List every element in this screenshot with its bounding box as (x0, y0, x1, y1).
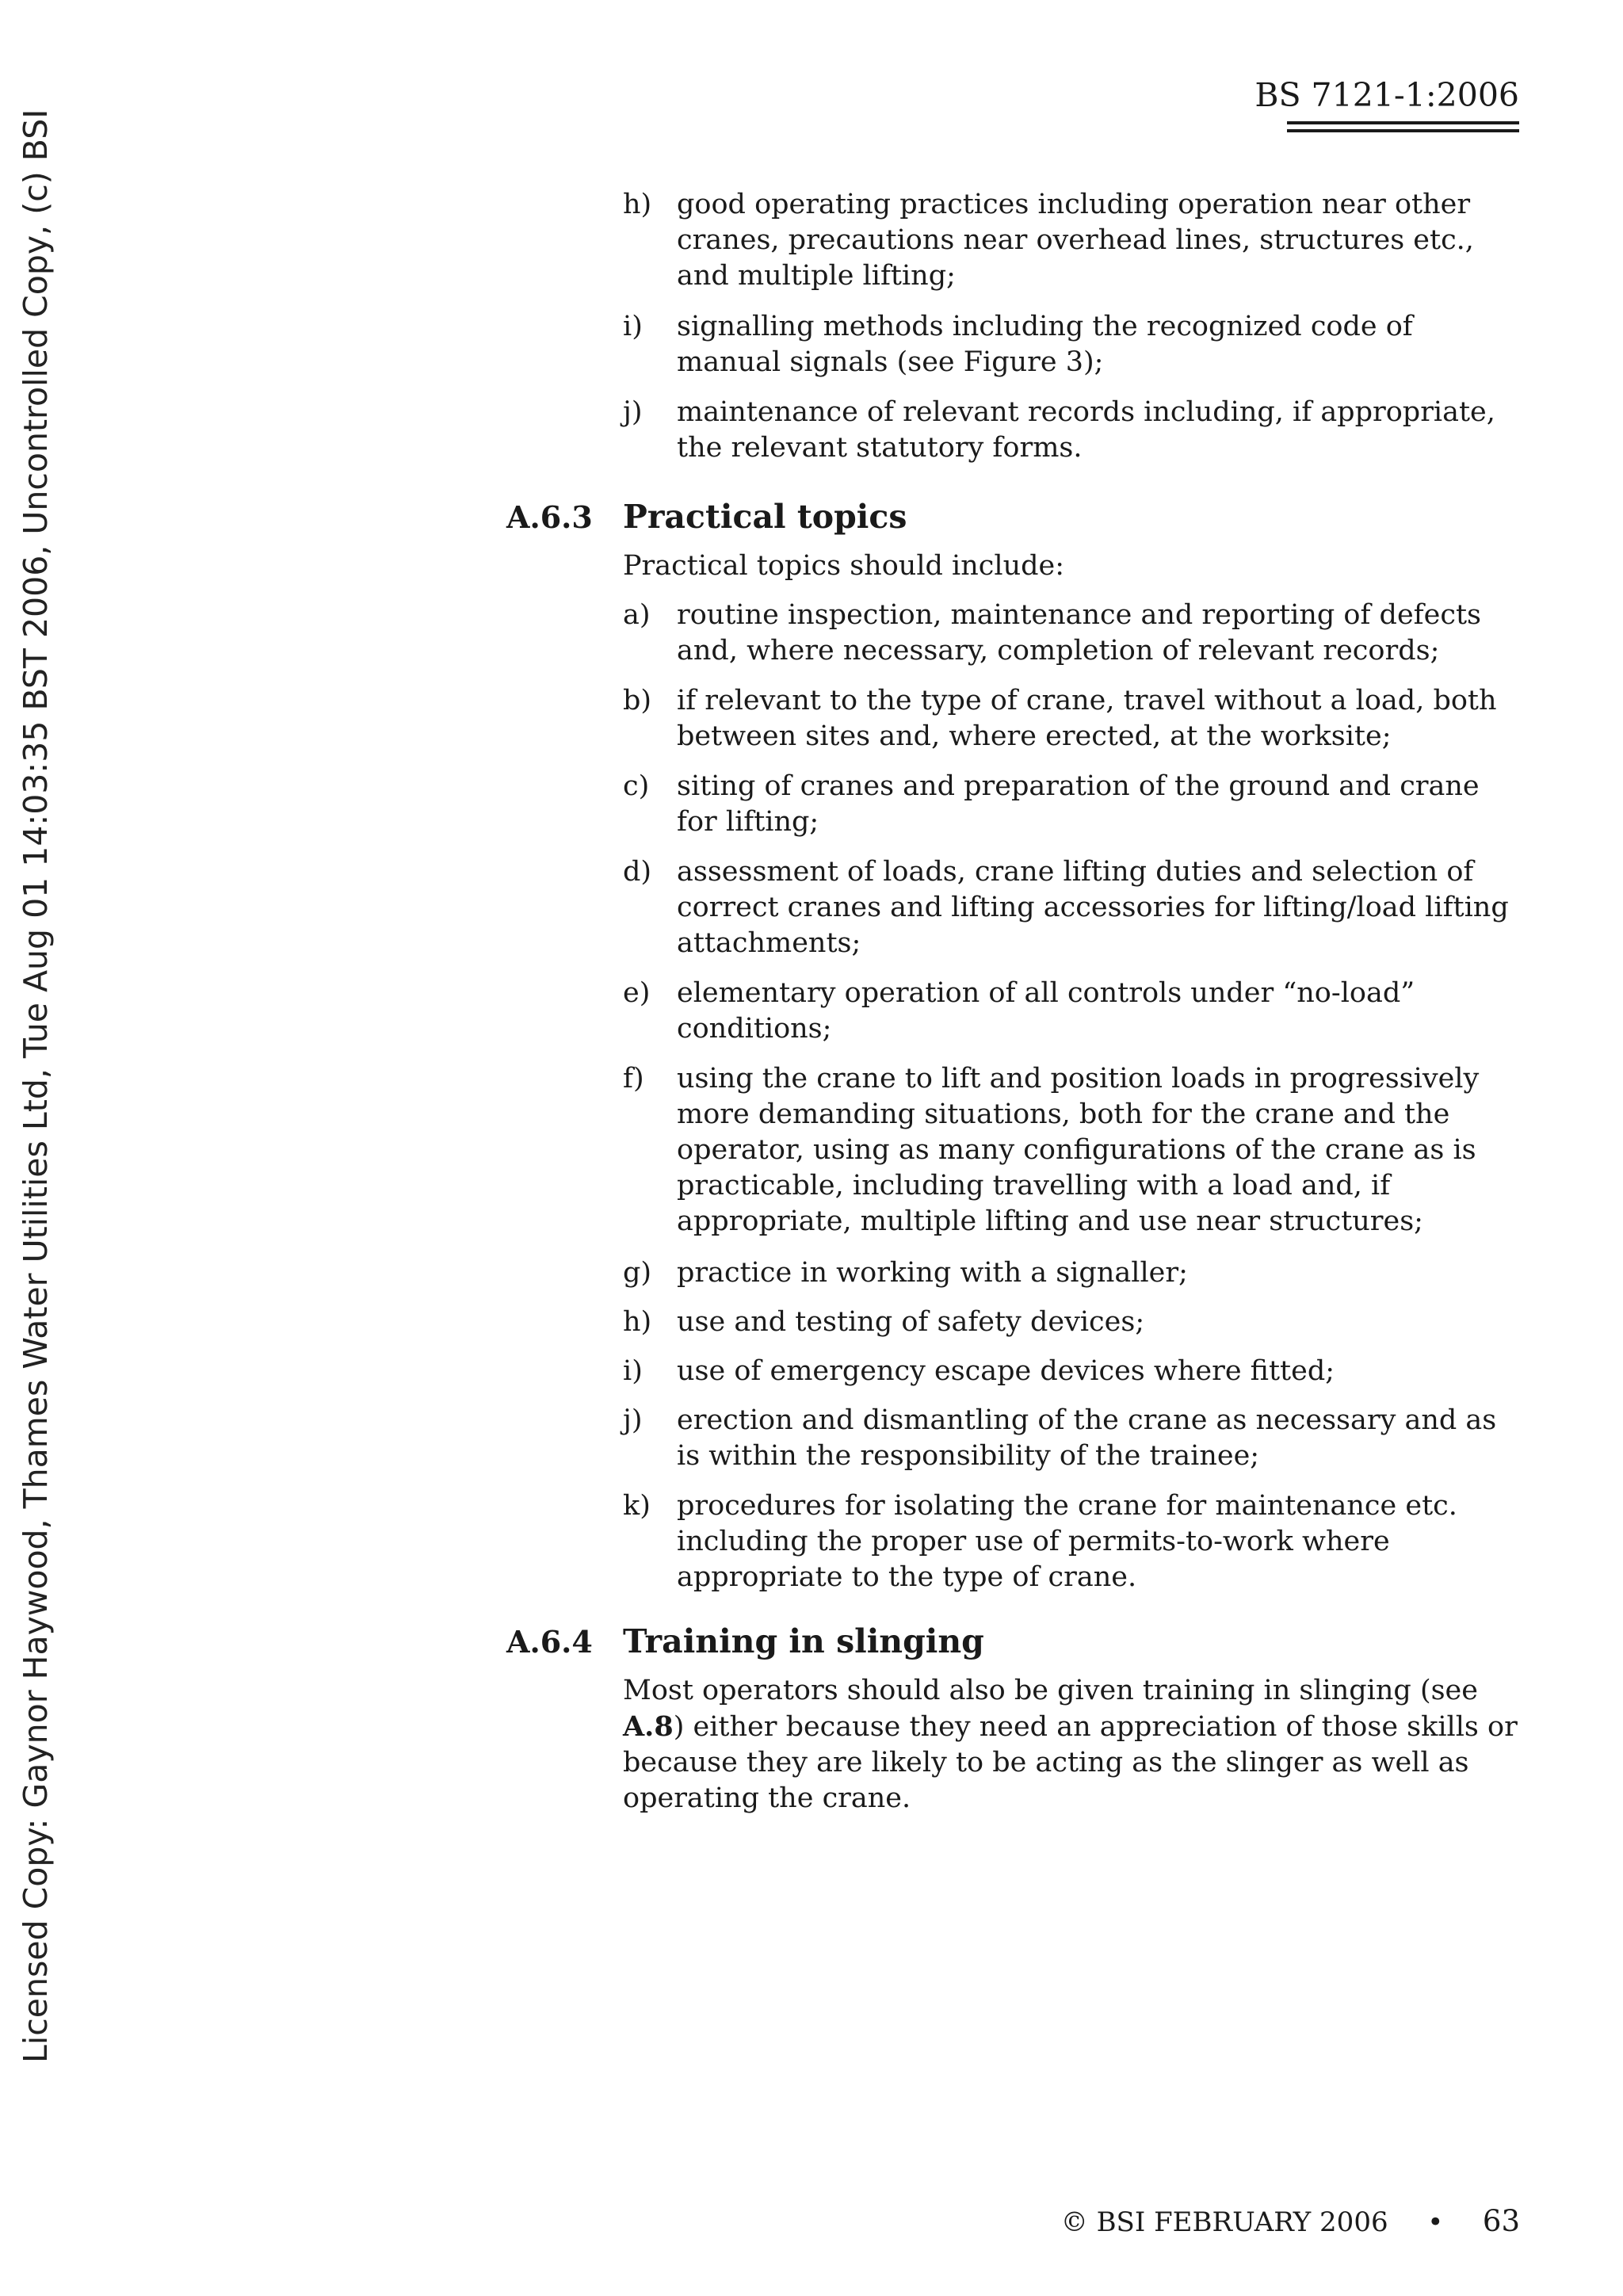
section-number-a64: A.6.4 (506, 1624, 593, 1660)
paragraph-text-end: ) either because they need an appreciation of those skills or because they are likely to be acting as the slinger as well as operating the crane. (623, 1711, 1518, 1814)
document-id: BS 7121-1:2006 (1254, 76, 1519, 114)
list-item-text: procedures for isolating the crane for maintenance etc. including the proper use of permits-to-work where appropriate to the type of crane. (677, 1490, 1457, 1593)
list-item-label: i) (623, 1355, 643, 1387)
list-item-text: signalling methods including the recognized code of manual signals (see Figure 3); (677, 311, 1413, 378)
list-item-label: k) (623, 1490, 651, 1522)
list-item (623, 1061, 1522, 1240)
list-item-text: use of emergency escape devices where fitted; (677, 1355, 1335, 1387)
list-item-label: j) (623, 1404, 643, 1436)
footer-bullet: • (1427, 2206, 1444, 2238)
list-item-text: use and testing of safety devices; (677, 1306, 1145, 1338)
list-item (623, 1255, 1522, 1291)
page-number: 63 (1482, 2204, 1520, 2238)
list-item-text: siting of cranes and preparation of the ground and crane for lifting; (677, 770, 1480, 838)
list-item (623, 187, 1522, 294)
list-item-text: if relevant to the type of crane, travel without a load, both between sites and, where erected, at the worksite; (677, 685, 1497, 752)
list-item-label: c) (623, 770, 650, 802)
list-item-text: assessment of loads, crane lifting duties and selection of correct cranes and lifting accessories for lifting/load lifting attachments; (677, 856, 1509, 959)
list-item-label: a) (623, 599, 651, 631)
list-item (623, 1305, 1522, 1340)
section-paragraph (623, 1673, 1526, 1817)
list-item-label: h) (623, 189, 652, 220)
section-intro: Practical topics should include: (623, 550, 1065, 582)
list-item (623, 598, 1522, 669)
licensed-copy-watermark: Licensed Copy: Gaynor Haywood, Thames Water Utilities Ltd, Tue Aug 01 14:03:35 BST 2006, Uncontrolled Copy, (c) BSI (17, 109, 55, 2063)
list-item-text: routine inspection, maintenance and reporting of defects and, where necessary, completion of relevant records; (677, 599, 1481, 667)
section-number-a63: A.6.3 (506, 499, 593, 535)
paragraph-text-start: Most operators should also be given training in slinging (see (623, 1675, 1478, 1706)
list-item-label: g) (623, 1257, 652, 1289)
section-title-training-in-slinging: Training in slinging (623, 1622, 984, 1660)
list-item (623, 769, 1522, 840)
list-item (623, 976, 1522, 1047)
list-item-label: d) (623, 856, 652, 888)
list-item (623, 683, 1522, 755)
list-item (623, 309, 1522, 380)
list-item-label: f) (623, 1063, 644, 1095)
list-item-text: good operating practices including operation near other cranes, precautions near overhead lines, structures etc., and multiple lifting; (677, 189, 1474, 292)
list-item-text: maintenance of relevant records including, if appropriate, the relevant statutory forms. (677, 396, 1495, 464)
list-item (623, 395, 1522, 466)
list-item-text: using the crane to lift and position loads in progressively more demanding situations, both for the crane and the operator, using as many configurations of the crane as is practicable, including travelling with a load and, if appropriate, multiple lifting and use near structures; (677, 1063, 1480, 1237)
list-item-label: h) (623, 1306, 652, 1338)
section-title-practical-topics: Practical topics (623, 498, 907, 536)
list-item-label: j) (623, 396, 643, 428)
cross-reference: A.8 (623, 1710, 674, 1743)
list-item-text: practice in working with a signaller; (677, 1257, 1188, 1289)
list-item-text: erection and dismantling of the crane as necessary and as is within the responsibility of the trainee; (677, 1404, 1497, 1472)
page-footer (1061, 2203, 1520, 2241)
list-item-text: elementary operation of all controls under “no-load” conditions; (677, 977, 1415, 1045)
list-item-label: i) (623, 311, 643, 342)
list-item (623, 1488, 1522, 1595)
list-item (623, 1354, 1522, 1389)
copyright-notice: © BSI FEBRUARY 2006 (1060, 2206, 1388, 2238)
header-rule-top (1287, 121, 1519, 124)
list-item (623, 854, 1522, 961)
list-item (623, 1403, 1522, 1474)
header-rule-bottom (1287, 129, 1519, 132)
list-item-label: e) (623, 977, 651, 1009)
list-item-label: b) (623, 685, 652, 716)
